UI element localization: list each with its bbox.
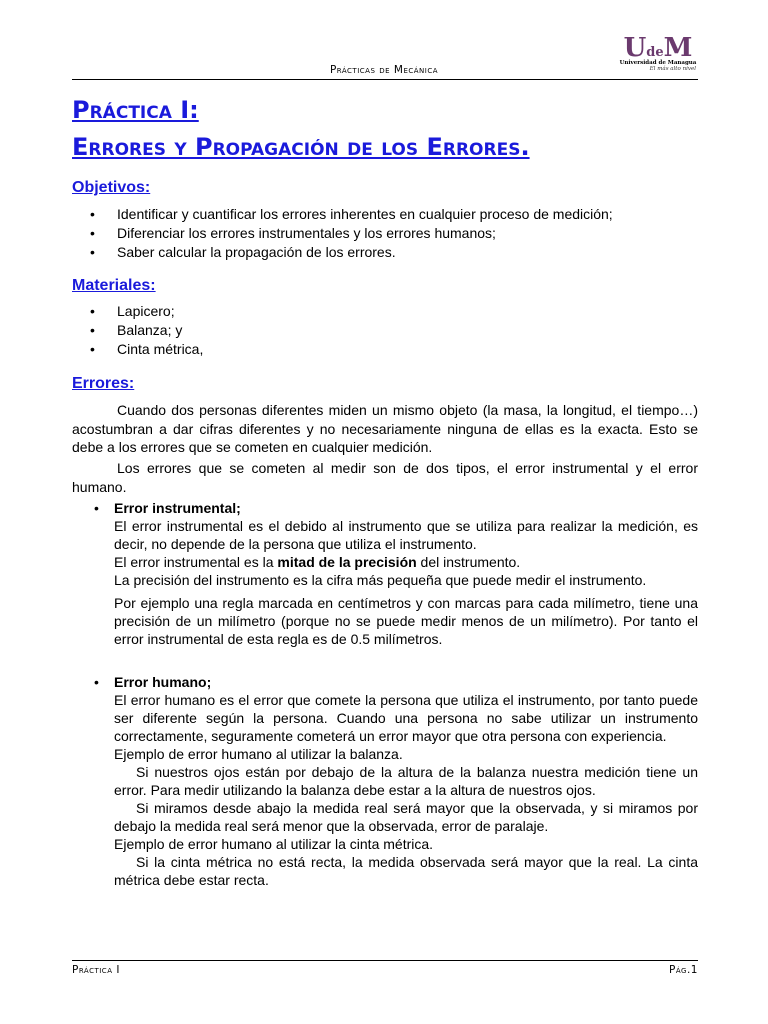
header-rule [72, 79, 698, 80]
logo-letter-u: U [623, 33, 647, 63]
error-humano-text-4: Si miramos desde abajo la medida real será mayor que la observada, y si miramos por debajo la medida real será menor que la observada, error de paralaje. [114, 800, 698, 834]
bold-term: mitad de la precisión [277, 554, 417, 570]
error-instrumental-heading: Error instrumental; [114, 500, 241, 516]
list-item: • Balanza; y [90, 321, 698, 340]
page-number: Pág.1 [669, 964, 698, 976]
error-humano-text-1: El error humano es el error que comete la persona que utiliza el instrumento, por tanto puede ser diferente según la persona. Cuando una persona no sabe utilizar un instrumento correctamente, seguramente cometerá un error mayor que otra persona con experiencia. [114, 692, 698, 744]
errores-paragraph-2: Los errores que se cometen al medir son de dos tipos, el error instrumental y el error humano. [72, 460, 698, 495]
university-logo [616, 33, 700, 72]
error-instrumental-text-2 [114, 553, 698, 571]
materiales-list [90, 302, 698, 359]
section-heading-errores: Errores: [72, 375, 135, 392]
footer-practice-label: Práctica I [72, 964, 120, 976]
section-heading-objetivos: Objetivos: [72, 179, 151, 196]
text-segment: El error instrumental es la [114, 554, 278, 570]
text-segment: del instrumento. [416, 554, 521, 570]
error-humano-text-2: Ejemplo de error humano al utilizar la balanza. [114, 746, 403, 762]
header-title: Prácticas de Mecánica [329, 64, 439, 76]
logo-letter-m: M [663, 33, 693, 63]
errores-paragraph-1: Cuando dos personas diferentes miden un mismo objeto (la masa, la longitud, el tiempo…) acostumbran a dar cifras diferentes y no necesariamente ninguna de ellas es la exacta. Esto se debe a los errores que se cometen en cualquier medición. [72, 402, 698, 455]
list-item: • Saber calcular la propagación de los errores. [90, 243, 698, 262]
footer-rule [72, 960, 698, 961]
error-instrumental-text-4: Por ejemplo una regla marcada en centímetros y con marcas para cada milímetro, tiene una precisión de un milímetro (porque no se puede medir menos de un milímetro). Por tanto el error instrumental de esta regla es de 0.5 milímetros. [114, 595, 698, 647]
bullet-marker: • [94, 674, 99, 690]
list-item: • Lapicero; [90, 302, 698, 321]
error-humano-text-6: Si la cinta métrica no está recta, la medida observada será mayor que la real. La cinta métrica debe estar recta. [114, 854, 698, 888]
logo-university-name: Universidad de Managua [619, 60, 697, 66]
error-instrumental-block [94, 499, 698, 648]
error-instrumental-text-3: La precisión del instrumento es la cifra más pequeña que puede medir el instrumento. [114, 572, 647, 588]
practice-title: Práctica I: [72, 96, 199, 124]
logo-slogan: El más alto nivel [649, 66, 696, 72]
section-heading-materiales: Materiales: [72, 277, 156, 294]
list-item: • Diferenciar los errores instrumentales y los errores humanos; [90, 224, 698, 243]
error-instrumental-text-1: El error instrumental es el debido al instrumento que se utiliza para realizar la medición, es decir, no depende de la persona que utiliza el instrumento. [114, 518, 698, 552]
practice-subtitle: Errores y Propagación de los Errores. [72, 133, 530, 161]
error-humano-text-3: Si nuestros ojos están por debajo de la altura de la balanza nuestra medición tiene un error. Para medir utilizando la balanza debe estar a la altura de nuestros ojos. [114, 764, 698, 798]
error-humano-heading: Error humano; [114, 674, 212, 690]
objetivos-list [90, 205, 698, 262]
logo-letters-de: de [646, 45, 664, 60]
list-item: • Identificar y cuantificar los errores inherentes en cualquier proceso de medición; [90, 205, 698, 224]
bullet-marker: • [94, 500, 99, 516]
error-humano-block [94, 673, 698, 889]
list-item: • Cinta métrica, [90, 340, 698, 359]
error-humano-text-5: Ejemplo de error humano al utilizar la cinta métrica. [114, 836, 434, 852]
